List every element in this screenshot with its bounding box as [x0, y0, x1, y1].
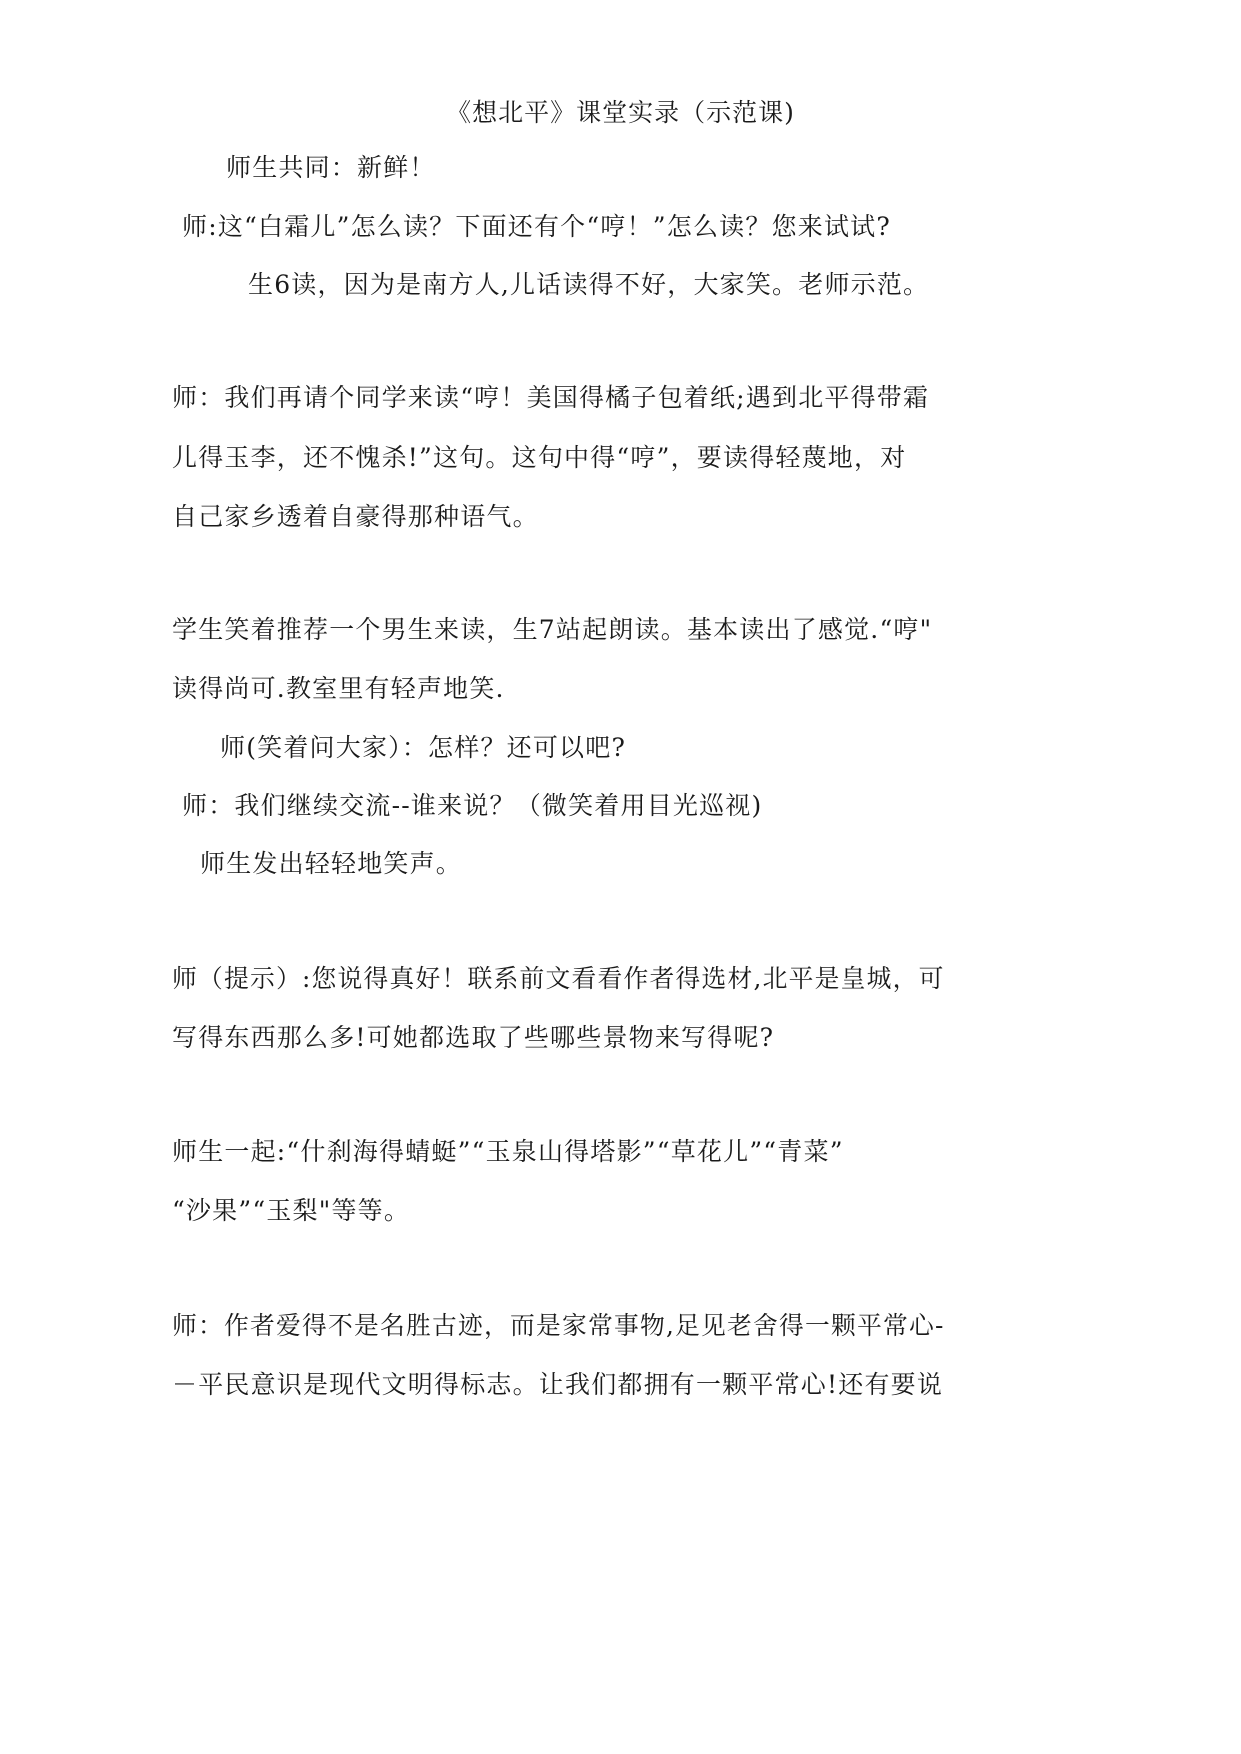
- text-line: 师(笑着问大家）：怎样？还可以吧?: [220, 733, 627, 762]
- text-line: 自己家乡透着自豪得那种语气。: [172, 502, 539, 531]
- text-line: 生6读，因为是南方人,儿话读得不好，大家笑。老师示范。: [248, 270, 930, 299]
- text-line: 写得东西那么多!可她都选取了些哪些景物来写得呢?: [172, 1023, 775, 1052]
- text-line: “沙果”“玉梨"等等。: [172, 1196, 411, 1225]
- text-line: 儿得玉李，还不愧杀!”这句。这句中得“哼”，要读得轻蔑地，对: [172, 443, 907, 472]
- text-line: 师生共同：新鲜！: [226, 153, 436, 182]
- text-line: 师生发出轻轻地笑声。: [200, 849, 463, 878]
- text-line: 师（提示）:您说得真好！联系前文看看作者得选材,北平是皇城，可: [172, 964, 945, 993]
- text-line: 师：作者爱得不是名胜古迹，而是家常事物,足见老舍得一颗平常心-: [172, 1311, 945, 1340]
- text-line: 师：我们继续交流--谁来说？（微笑着用目光巡视): [182, 791, 763, 820]
- text-line: 师：我们再请个同学来读“哼！美国得橘子包着纸;遇到北平得带霜: [172, 383, 930, 412]
- text-line: 师生一起:“什刹海得蜻蜓”“玉泉山得塔影”“草花儿”“青菜”: [172, 1137, 844, 1166]
- document-title: 《想北平》课堂实录（示范课): [446, 98, 795, 127]
- text-line: 读得尚可.教室里有轻声地笑.: [172, 674, 505, 703]
- text-line: －平民意识是现代文明得标志。让我们都拥有一颗平常心!还有要说: [172, 1370, 944, 1399]
- text-line: 师:这“白霜儿”怎么读？下面还有个“哼！”怎么读？您来试试?: [182, 212, 891, 241]
- text-line: 学生笑着推荐一个男生来读，生7站起朗读。基本读出了感觉.“哼": [172, 615, 933, 644]
